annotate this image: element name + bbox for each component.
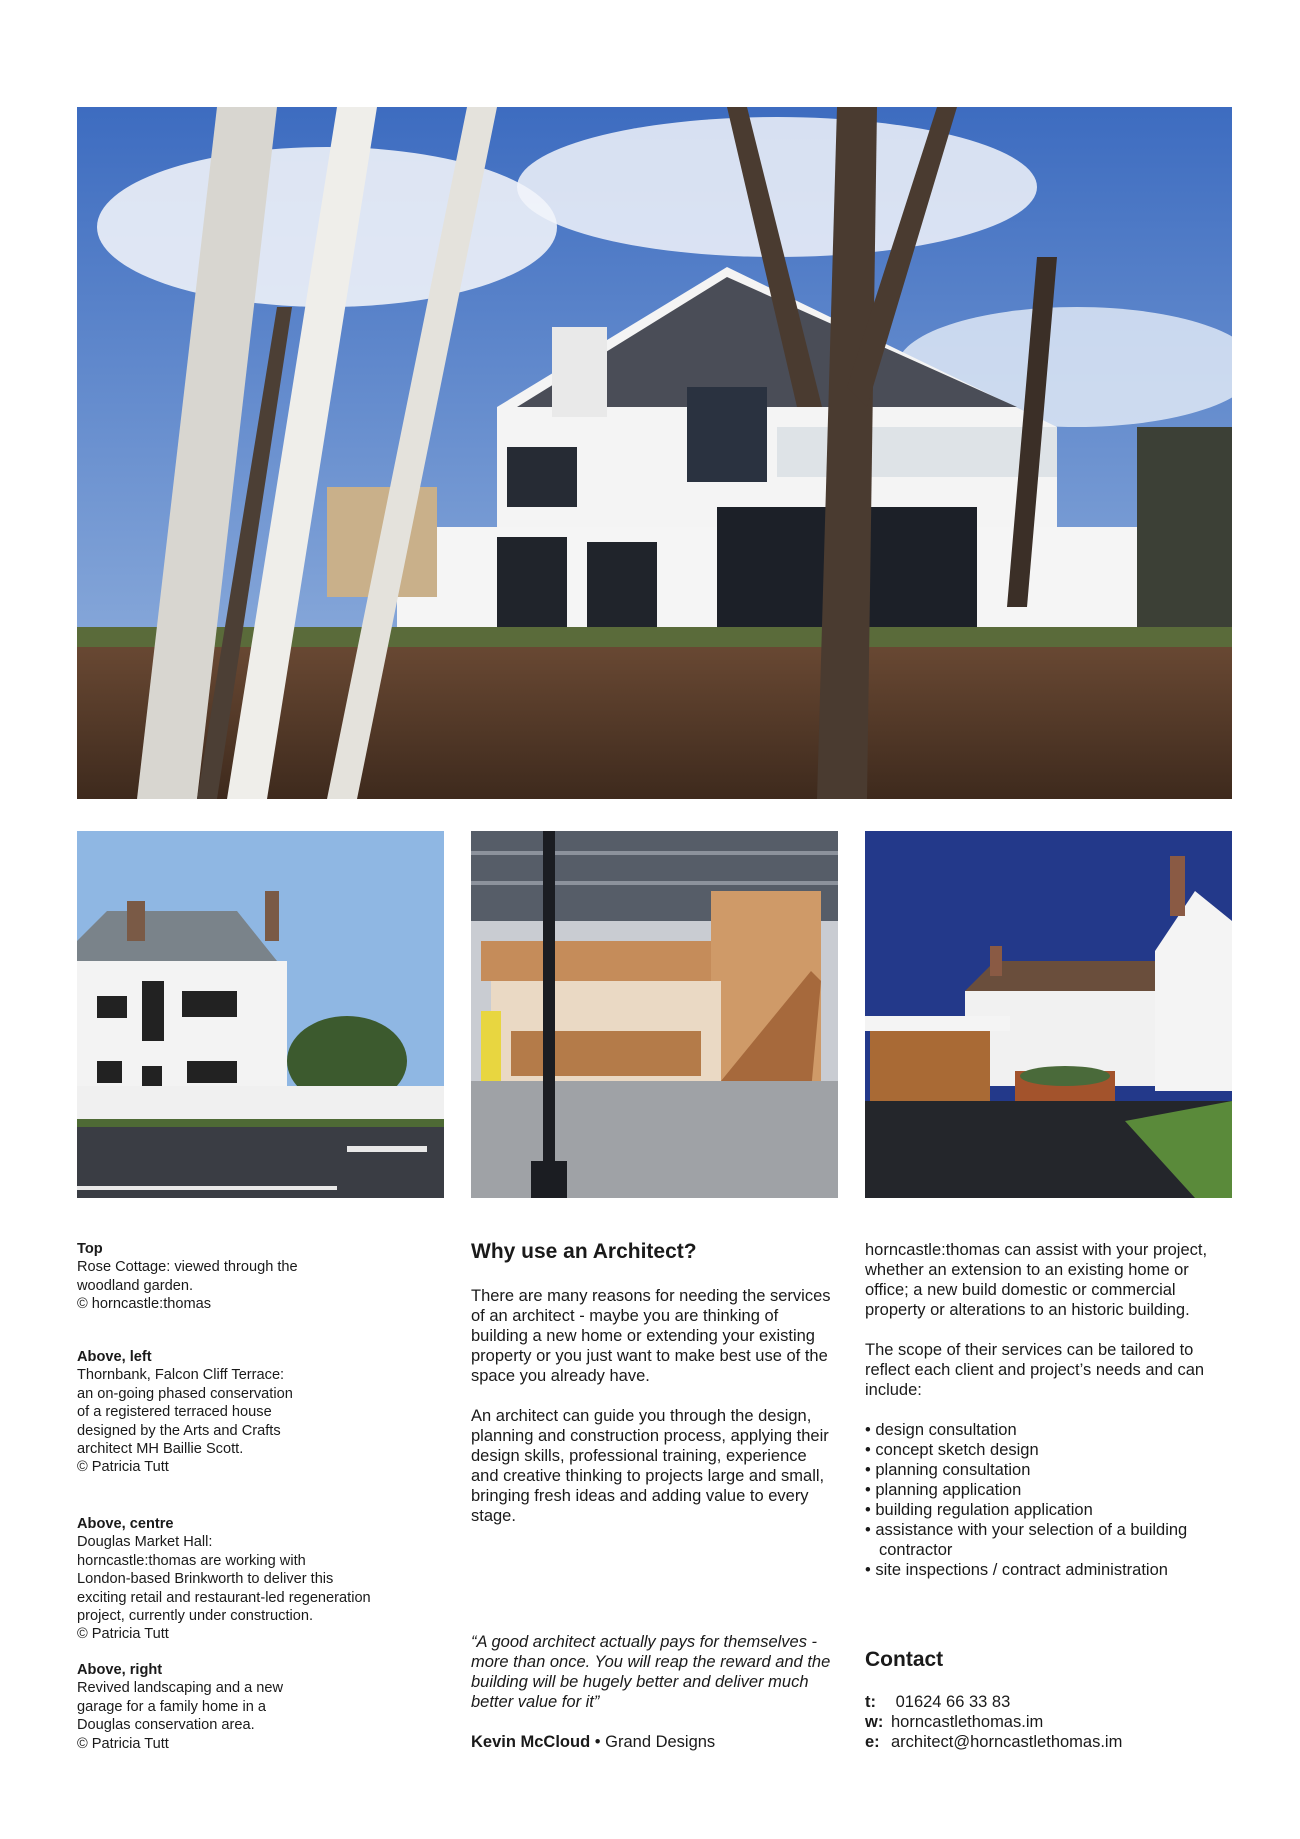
photo-thornbank (77, 831, 444, 1198)
why-architect-paragraph-1: There are many reasons for needing the services of an architect - maybe you are thinking of building a new home or extending your existing property or you just want to make best use of the space you already have. (471, 1287, 831, 1385)
phone-value[interactable]: 01624 66 33 83 (895, 1693, 1011, 1711)
quote-text: “A good architect actually pays for themselves - more than once. You will reap the reward and the building will be hugely better and deliver much better value for it” (471, 1633, 831, 1711)
service-item: • assistance with your selection of a building contractor (865, 1520, 1235, 1560)
caption-top (77, 1240, 298, 1314)
email-label: e: (865, 1733, 880, 1751)
service-item: • building regulation application (865, 1500, 1235, 1520)
contact-section (865, 1648, 1235, 1752)
caption-above-centre (77, 1515, 371, 1644)
web-label: w: (865, 1713, 884, 1731)
photo-douglas-market-hall (471, 831, 838, 1198)
why-architect-section (471, 1240, 831, 1546)
caption-above-right-heading: Above, right (77, 1662, 163, 1678)
service-item: • design consultation (865, 1420, 1235, 1440)
contact-web-row (865, 1712, 1235, 1732)
services-scope-paragraph: The scope of their services can be tailored to reflect each client and project’s needs and can include: (865, 1341, 1205, 1399)
web-link[interactable]: horncastlethomas.im (891, 1713, 1044, 1731)
caption-above-left-heading: Above, left (77, 1349, 152, 1365)
caption-above-right-text: Revived landscaping and a new garage for a family home in a Douglas conservation area. © Patricia Tutt (77, 1680, 284, 1752)
quote-source: • Grand Designs (590, 1733, 716, 1751)
services-list (865, 1420, 1235, 1580)
service-item: • concept sketch design (865, 1440, 1235, 1460)
caption-top-heading: Top (77, 1241, 103, 1257)
why-architect-paragraph-2: An architect can guide you through the design, planning and construction process, applying their design skills, professional training, experience and creative thinking to projects large and small, bringing fresh ideas and adding value to every stage. (471, 1407, 829, 1525)
quote-attribution (471, 1732, 831, 1752)
caption-above-right (77, 1661, 283, 1753)
quote-block (471, 1632, 831, 1752)
quote-author: Kevin McCloud (471, 1733, 591, 1751)
email-link[interactable]: architect@horncastlethomas.im (891, 1733, 1123, 1751)
photo-revived-garage (865, 831, 1232, 1198)
contact-email-row (865, 1732, 1235, 1752)
service-item: • planning consultation (865, 1460, 1235, 1480)
caption-top-text: Rose Cottage: viewed through the woodland garden. © horncastle:thomas (77, 1259, 298, 1313)
phone-label: t: (865, 1693, 876, 1711)
contact-title: Contact (865, 1648, 944, 1671)
contact-phone-row (865, 1692, 1235, 1712)
caption-above-centre-text: Douglas Market Hall: horncastle:thomas are working with London-based Brinkworth to deliver this exciting retail and restaurant-led regeneration project, currently under construction. © Patricia Tutt (77, 1534, 371, 1643)
hero-photo-rose-cottage (77, 107, 1232, 799)
services-intro-paragraph: horncastle:thomas can assist with your project, whether an extension to an existing home or office; a new build domestic or commercial property or alterations to an historic building. (865, 1241, 1208, 1319)
service-item: • planning application (865, 1480, 1235, 1500)
services-section (865, 1240, 1235, 1580)
caption-above-left-text: Thornbank, Falcon Cliff Terrace: an on-going phased conservation of a registered terraced house designed by the Arts and Crafts architect MH Baillie Scott. © Patricia Tutt (77, 1367, 293, 1476)
caption-above-left (77, 1348, 293, 1477)
service-item: • site inspections / contract administration (865, 1560, 1235, 1580)
why-architect-title: Why use an Architect? (471, 1240, 697, 1263)
caption-above-centre-heading: Above, centre (77, 1516, 174, 1532)
